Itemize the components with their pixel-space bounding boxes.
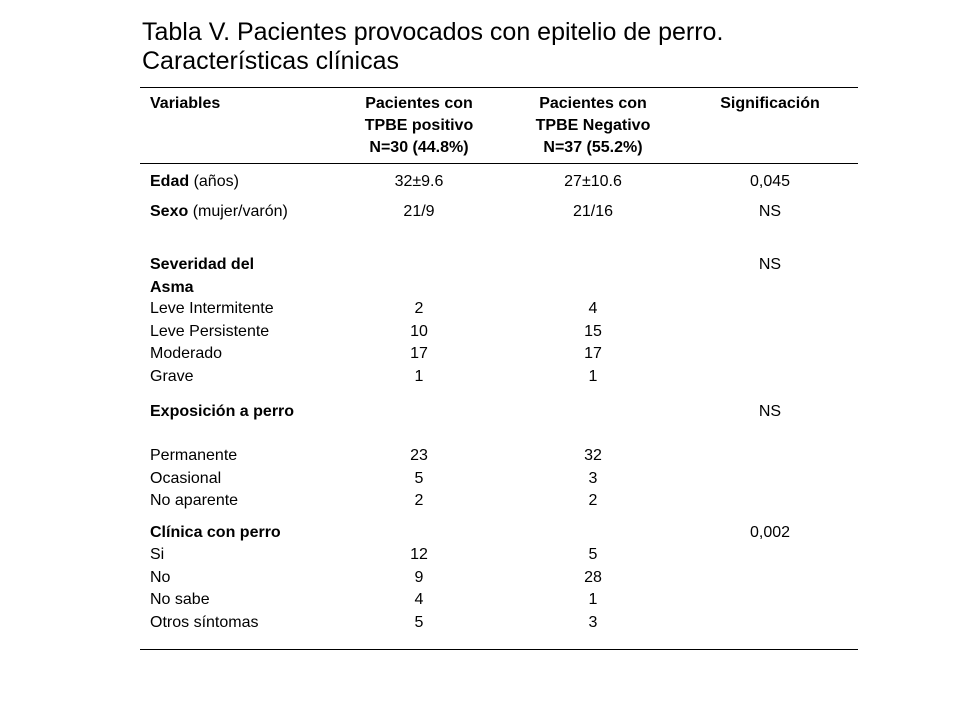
row-label-edad (150, 171, 239, 194)
value-positive: 9 (414, 568, 424, 586)
value-negative: 1 (588, 591, 598, 608)
header-col1-line: Pacientes con (365, 95, 473, 112)
top-rule (140, 87, 858, 88)
sexo-significance: NS (758, 203, 782, 220)
bottom-rule (140, 649, 858, 650)
row-label: Permanente (150, 447, 238, 464)
header-col1-line: N=30 (44.8%) (369, 139, 469, 156)
clinica-significance: 0,002 (749, 524, 791, 541)
value-negative: 28 (584, 568, 602, 586)
clinica-negative (503, 544, 683, 634)
table-title-line1: Tabla V. Pacientes provocados con epitelio de perro. (142, 18, 724, 46)
clinica-positive (329, 544, 509, 634)
value-positive: 2 (414, 492, 424, 509)
value-negative: 15 (584, 322, 602, 340)
row-label: Leve Intermitente (150, 300, 274, 317)
value-positive: 10 (410, 322, 428, 340)
value-positive: 4 (414, 591, 424, 608)
exposicion-labels (150, 445, 238, 513)
header-col2-line: N=37 (55.2%) (543, 139, 643, 156)
exposicion-negative (503, 445, 683, 513)
severidad-heading (150, 254, 254, 299)
severidad-negative (503, 298, 683, 388)
value-negative: 32 (584, 447, 602, 464)
row-label: No (150, 568, 171, 586)
row-label-rest: (años) (189, 173, 239, 190)
value-negative: 3 (588, 613, 598, 631)
header-col2-line: TPBE Negativo (535, 117, 651, 134)
sexo-positive: 21/9 (403, 203, 435, 220)
value-negative: 4 (588, 300, 598, 317)
row-label-bold: Edad (150, 173, 190, 190)
row-label-rest: (mujer/varón) (188, 203, 288, 220)
value-positive: 23 (410, 447, 428, 464)
severidad-labels (150, 298, 274, 388)
exposicion-positive (329, 445, 509, 513)
row-label: Si (150, 546, 165, 563)
edad-significance: 0,045 (749, 173, 791, 190)
value-positive: 12 (410, 546, 428, 563)
table-title-line2: Características clínicas (142, 47, 400, 75)
table-title (142, 18, 862, 76)
row-label-sexo (150, 201, 288, 224)
exposicion-significance: NS (758, 403, 782, 420)
severidad-significance: NS (758, 256, 782, 273)
row-label: No sabe (150, 591, 210, 608)
row-label: No aparente (150, 492, 239, 509)
value-negative: 5 (588, 546, 598, 563)
value-positive: 1 (414, 367, 424, 385)
edad-negative: 27±10.6 (564, 173, 622, 190)
header-significance: Significación (720, 95, 820, 112)
row-label: Grave (150, 367, 194, 385)
header-variables: Variables (150, 95, 221, 112)
exposicion-heading: Exposición a perro (150, 403, 295, 420)
clinica-heading: Clínica con perro (150, 524, 281, 541)
severidad-positive (329, 298, 509, 388)
row-label: Leve Persistente (150, 322, 270, 340)
value-positive: 5 (414, 469, 424, 487)
row-label-bold: Sexo (150, 203, 189, 220)
value-negative: 1 (588, 367, 598, 385)
header-tpbe-positive (329, 93, 509, 159)
severidad-heading-line: Severidad del (150, 256, 255, 273)
severidad-heading-line: Asma (150, 278, 194, 296)
header-tpbe-negative (503, 93, 683, 159)
clinica-labels (150, 544, 258, 634)
row-label: Moderado (150, 345, 223, 362)
sexo-negative: 21/16 (572, 203, 614, 220)
value-positive: 2 (414, 300, 424, 317)
value-positive: 17 (410, 345, 428, 362)
header-col1-line: TPBE positivo (364, 117, 474, 134)
value-positive: 5 (414, 613, 424, 631)
header-rule (140, 163, 858, 164)
edad-positive: 32±9.6 (394, 173, 444, 190)
row-label: Otros síntomas (150, 613, 259, 631)
row-label: Ocasional (150, 469, 222, 487)
value-negative: 2 (588, 492, 598, 509)
header-col2-line: Pacientes con (539, 95, 647, 112)
value-negative: 3 (588, 469, 598, 487)
value-negative: 17 (584, 345, 602, 362)
